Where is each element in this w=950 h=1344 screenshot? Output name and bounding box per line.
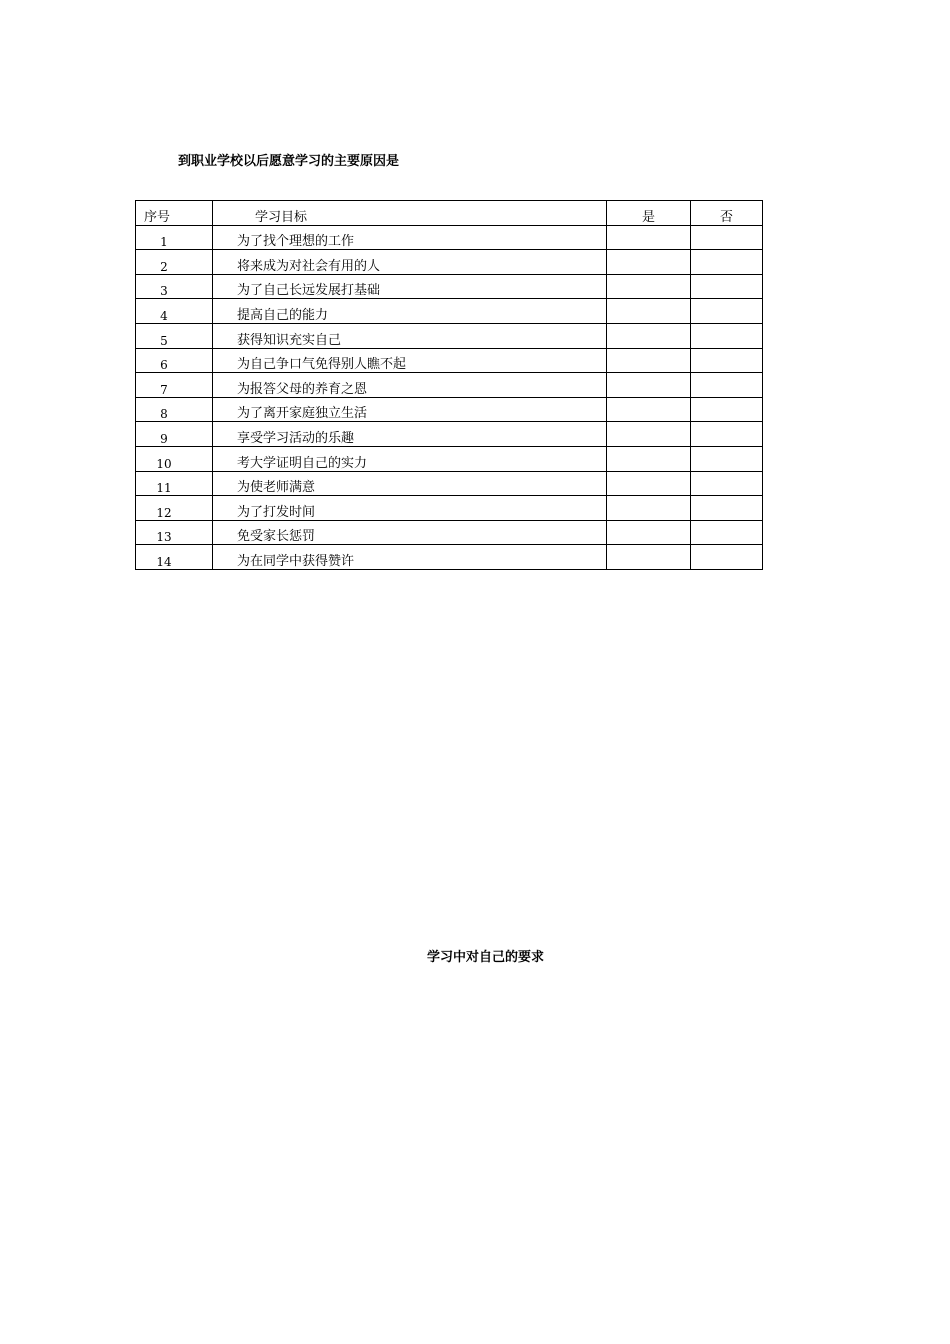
row-goal: 将来成为对社会有用的人: [213, 250, 607, 275]
row-goal: 免受家长惩罚: [213, 520, 607, 545]
row-goal: 考大学证明自己的实力: [213, 446, 607, 471]
answer-no-cell[interactable]: [691, 397, 763, 422]
header-no-answer: 否: [691, 201, 763, 226]
answer-yes-cell[interactable]: [607, 397, 691, 422]
answer-yes-cell[interactable]: [607, 299, 691, 324]
answer-yes-cell[interactable]: [607, 274, 691, 299]
answer-yes-cell[interactable]: [607, 496, 691, 521]
answer-no-cell[interactable]: [691, 348, 763, 373]
answer-no-cell[interactable]: [691, 323, 763, 348]
row-number: 4: [136, 299, 213, 324]
answer-yes-cell[interactable]: [607, 422, 691, 447]
row-number: 1: [136, 225, 213, 250]
answer-no-cell[interactable]: [691, 496, 763, 521]
table-row: [136, 274, 763, 299]
table-row: [136, 250, 763, 275]
table-row: [136, 446, 763, 471]
row-number: 12: [136, 496, 213, 521]
answer-no-cell[interactable]: [691, 250, 763, 275]
answer-no-cell[interactable]: [691, 373, 763, 398]
row-number: 14: [136, 545, 213, 570]
row-number: 9: [136, 422, 213, 447]
table-row: [136, 422, 763, 447]
row-number: 6: [136, 348, 213, 373]
row-goal: 获得知识充实自己: [213, 323, 607, 348]
row-number: 5: [136, 323, 213, 348]
row-goal: 为了打发时间: [213, 496, 607, 521]
table-row: [136, 520, 763, 545]
table-row: [136, 373, 763, 398]
table-row: [136, 397, 763, 422]
answer-yes-cell[interactable]: [607, 323, 691, 348]
answer-no-cell[interactable]: [691, 545, 763, 570]
header-no: 序号: [136, 201, 213, 226]
row-number: 10: [136, 446, 213, 471]
table-row: [136, 225, 763, 250]
row-number: 13: [136, 520, 213, 545]
row-goal: 为在同学中获得赞许: [213, 545, 607, 570]
table-row: [136, 348, 763, 373]
row-goal: 为自己争口气免得别人瞧不起: [213, 348, 607, 373]
section-heading-requirements: 学习中对自己的要求: [427, 950, 545, 965]
answer-yes-cell[interactable]: [607, 373, 691, 398]
table-row: [136, 545, 763, 570]
answer-yes-cell[interactable]: [607, 520, 691, 545]
answer-no-cell[interactable]: [691, 299, 763, 324]
section-heading-reasons: 到职业学校以后愿意学习的主要原因是: [178, 154, 400, 169]
answer-yes-cell[interactable]: [607, 225, 691, 250]
answer-no-cell[interactable]: [691, 225, 763, 250]
answer-yes-cell[interactable]: [607, 348, 691, 373]
row-number: 11: [136, 471, 213, 496]
row-goal: 享受学习活动的乐趣: [213, 422, 607, 447]
row-goal: 为了离开家庭独立生活: [213, 397, 607, 422]
row-goal: 为了自己长远发展打基础: [213, 274, 607, 299]
header-yes: 是: [607, 201, 691, 226]
table-row: [136, 496, 763, 521]
answer-no-cell[interactable]: [691, 274, 763, 299]
row-number: 3: [136, 274, 213, 299]
row-number: 2: [136, 250, 213, 275]
answer-no-cell[interactable]: [691, 520, 763, 545]
row-goal: 为报答父母的养育之恩: [213, 373, 607, 398]
row-number: 7: [136, 373, 213, 398]
row-goal: 为了找个理想的工作: [213, 225, 607, 250]
table-row: [136, 299, 763, 324]
answer-no-cell[interactable]: [691, 446, 763, 471]
answer-yes-cell[interactable]: [607, 446, 691, 471]
row-goal: 提高自己的能力: [213, 299, 607, 324]
learning-goals-table: [135, 200, 763, 570]
answer-no-cell[interactable]: [691, 422, 763, 447]
header-goal: 学习目标: [213, 201, 607, 226]
table-header-row: [136, 201, 763, 226]
row-goal: 为使老师满意: [213, 471, 607, 496]
answer-yes-cell[interactable]: [607, 471, 691, 496]
table-row: [136, 323, 763, 348]
table-row: [136, 471, 763, 496]
answer-yes-cell[interactable]: [607, 250, 691, 275]
answer-yes-cell[interactable]: [607, 545, 691, 570]
answer-no-cell[interactable]: [691, 471, 763, 496]
row-number: 8: [136, 397, 213, 422]
